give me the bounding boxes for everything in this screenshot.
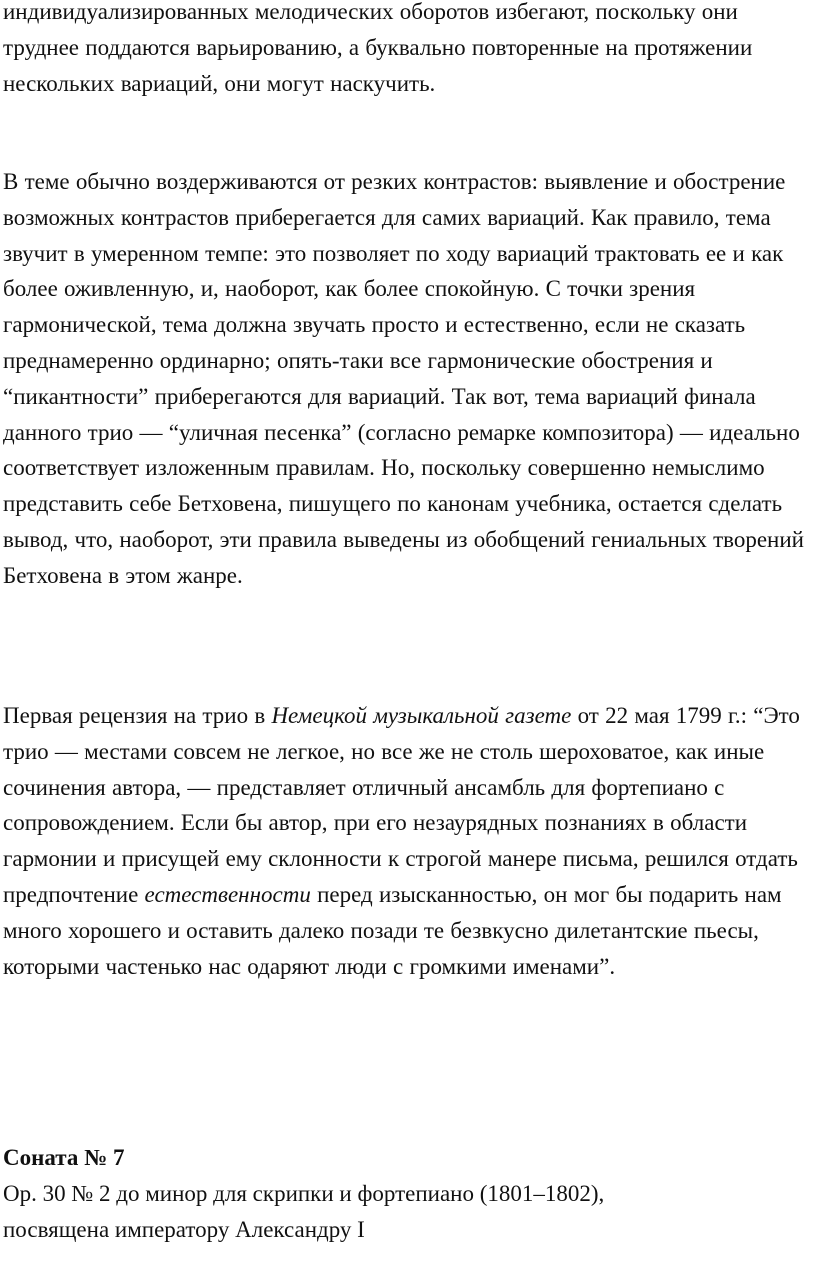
paragraph-3-part-1: Первая рецензия на трио в [3, 703, 272, 728]
section-subtitle [3, 1176, 813, 1248]
newspaper-title-italic: Немецкой музыкальной газете [271, 703, 572, 728]
paragraph-3-part-3: перед изысканностью, он мог бы подарить нам много хорошего и оставить далеко позади те безвкусно дилетантские пьесы, которыми частенько нас одаряют люди с громкими именами”. [3, 881, 782, 979]
paragraph-1 [3, 0, 813, 101]
paragraph-2 [3, 164, 815, 594]
paragraph-1-text: индивидуализированных мелодических оборотов избегают, поскольку они труднее поддаются варьированию, а буквально повторенные на протяжении нескольких вариаций, они могут наскучить. [3, 0, 753, 96]
paragraph-3 [3, 698, 815, 984]
section-heading: Соната № 7 [3, 1145, 125, 1170]
subtitle-line-1: Op. 30 № 2 до минор для скрипки и фортепиано (1801–1802), [3, 1181, 605, 1206]
paragraph-2-text: В теме обычно воздерживаются от резких контрастов: выявление и обострение возможных контрастов приберегается для самих вариаций. Как правило, тема звучит в умеренном темпе: это позволяет по ходу вариаций трактовать ее и как более оживленную, и, наоборот, как более спокойную. С точки зрения гармонической, тема должна звучать просто и естественно, если не сказать преднамеренно ординарно; опять-таки все гармонические обострения и “пикантности” приберегаются для вариаций. Так вот, тема вариаций финала данного трио — “уличная песенка” (согласно ремарке композитора) — идеально соответствует изложенным правилам. Но, поскольку совершенно немыслимо представить себе Бетховена, пишущего по канонам учебника, остается сделать вывод, что, наоборот, эти правила выведены из обобщений гениальных творений Бетховена в этом жанре. [3, 169, 804, 588]
paragraph-3-part-2: от 22 мая 1799 г.: “Это трио — местами совсем не легкое, но все же не столь шероховатое, как иные сочинения автора, — представляет отличный ансамбль для фортепиано с сопровождением. Если бы автор, при его незаурядных познаниях в области гармонии и присущей ему склонности к строгой манере письма, решился отдать предпочтение [3, 703, 800, 907]
subtitle-line-2: посвящена императору Александру I [3, 1217, 365, 1242]
naturalness-italic: естественности [144, 881, 311, 907]
